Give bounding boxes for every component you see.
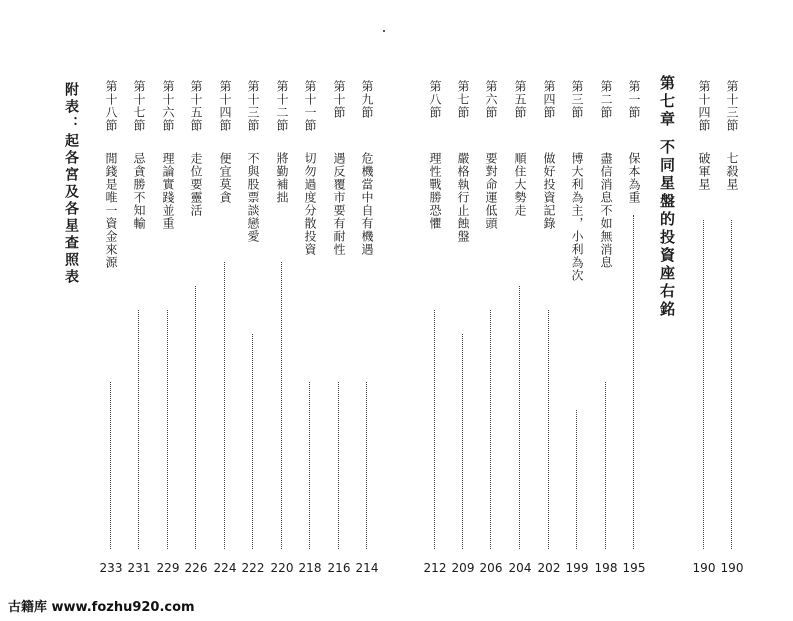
page-number: 231: [127, 561, 151, 575]
page-number: 216: [327, 561, 351, 575]
section-title: 博大利為主，小利為次: [570, 152, 584, 282]
dot-leader: [605, 382, 606, 549]
section-number: 第三節: [570, 80, 584, 119]
appendix-title: 起各宮及各星查照表: [63, 133, 79, 286]
dot-leader: [110, 382, 111, 549]
section-title: 做好投資記錄: [542, 152, 556, 230]
toc-entry: [451, 80, 475, 575]
toc-entry: [327, 80, 351, 575]
page-number: 195: [622, 561, 646, 575]
section-number: 第十四節: [218, 80, 232, 132]
toc-entry: [565, 80, 589, 575]
dot-leader: [576, 410, 577, 549]
section-number: 第十六節: [161, 80, 175, 132]
section-title: 理性戰勝恐懼: [428, 152, 442, 230]
dot-leader: [519, 286, 520, 549]
page-number: 220: [270, 561, 294, 575]
appendix-label: 附表：: [63, 82, 79, 133]
section-number: 第十三節: [725, 80, 739, 132]
toc-entry: [594, 80, 618, 575]
page-number: 218: [298, 561, 322, 575]
section-title: 便宜莫貪: [218, 152, 232, 204]
dot-leader: [338, 382, 339, 549]
dot-leader: [703, 220, 704, 549]
toc-entry: [127, 80, 151, 575]
section-number: 第十五節: [189, 80, 203, 132]
chapter-heading: [654, 75, 680, 319]
section-title: 嚴格執行止蝕盤: [456, 152, 470, 243]
page-number: 224: [213, 561, 237, 575]
section-title: 順住大勢走: [513, 152, 527, 217]
section-title: 危機當中自有機遇: [360, 152, 374, 256]
dot-leader: [366, 382, 367, 549]
dot-leader: [138, 310, 139, 549]
dot-leader: [195, 286, 196, 549]
toc-entry: [423, 80, 447, 575]
page-number: 190: [692, 561, 716, 575]
page-number: 198: [594, 561, 618, 575]
section-number: 第十八節: [104, 80, 118, 132]
toc-entry: [156, 80, 180, 575]
section-number: 第七節: [456, 80, 470, 119]
dot-leader: [252, 334, 253, 549]
dot-leader: [548, 310, 549, 549]
section-title: 不與股票談戀愛: [246, 152, 260, 243]
section-number: 第十節: [332, 80, 346, 119]
page-number: 206: [479, 561, 503, 575]
dot-leader: [309, 382, 310, 549]
chapter-label: 第七章: [658, 75, 676, 129]
section-title: 理論實踐並重: [161, 152, 175, 230]
section-title: 保本為重: [627, 152, 641, 204]
page-number: 212: [423, 561, 447, 575]
section-number: 第十四節: [697, 80, 711, 132]
section-number: 第十二節: [275, 80, 289, 132]
dot-leader: [633, 215, 634, 549]
page-number: 229: [156, 561, 180, 575]
section-title: 七殺星: [725, 152, 739, 191]
toc-entry: [355, 80, 379, 575]
spine-mark: [383, 30, 385, 32]
toc-entry: [99, 80, 123, 575]
toc-entry: [508, 80, 532, 575]
section-title: 遇反覆市要有耐性: [332, 152, 346, 256]
toc-entry: [298, 80, 322, 575]
toc-entry: [184, 80, 208, 575]
appendix-heading: [58, 82, 84, 286]
section-number: 第十七節: [132, 80, 146, 132]
page-number: 209: [451, 561, 475, 575]
page-number: 226: [184, 561, 208, 575]
toc-entry: [720, 80, 744, 575]
dot-leader: [281, 262, 282, 549]
section-title: 走位要靈活: [189, 152, 203, 217]
section-title: 將勤補拙: [275, 152, 289, 204]
toc-entry: [479, 80, 503, 575]
dot-leader: [434, 310, 435, 549]
toc-entry: [213, 80, 237, 575]
section-title: 閒錢是唯一資金來源: [104, 152, 118, 269]
dot-leader: [462, 334, 463, 549]
site-watermark: 古籍库 www.fozhu920.com: [8, 600, 195, 615]
page-number: 204: [508, 561, 532, 575]
section-number: 第八節: [428, 80, 442, 119]
dot-leader: [224, 262, 225, 549]
section-number: 第十三節: [246, 80, 260, 132]
section-number: 第九節: [360, 80, 374, 119]
section-number: 第四節: [542, 80, 556, 119]
section-title: 破軍星: [697, 152, 711, 191]
dot-leader: [490, 310, 491, 549]
toc-entry: [537, 80, 561, 575]
section-title: 盡信消息不如無消息: [599, 152, 613, 269]
page-number: 222: [241, 561, 265, 575]
chapter-title: 不同星盤的投資座右銘: [658, 139, 676, 319]
dot-leader: [167, 310, 168, 549]
section-title: 切勿過度分散投資: [303, 152, 317, 256]
section-number: 第一節: [627, 80, 641, 119]
page-number: 214: [355, 561, 379, 575]
section-number: 第十一節: [303, 80, 317, 132]
section-number: 第六節: [484, 80, 498, 119]
toc-entry: [622, 80, 646, 575]
toc-entry: [241, 80, 265, 575]
page-number: 233: [99, 561, 123, 575]
toc-entry: [270, 80, 294, 575]
dot-leader: [731, 220, 732, 549]
page-number: 202: [537, 561, 561, 575]
page-number: 190: [720, 561, 744, 575]
section-title: 忌貪勝不知輸: [132, 152, 146, 230]
section-number: 第五節: [513, 80, 527, 119]
toc-entry: [692, 80, 716, 575]
section-title: 要對命運低頭: [484, 152, 498, 230]
section-number: 第二節: [599, 80, 613, 119]
page-number: 199: [565, 561, 589, 575]
